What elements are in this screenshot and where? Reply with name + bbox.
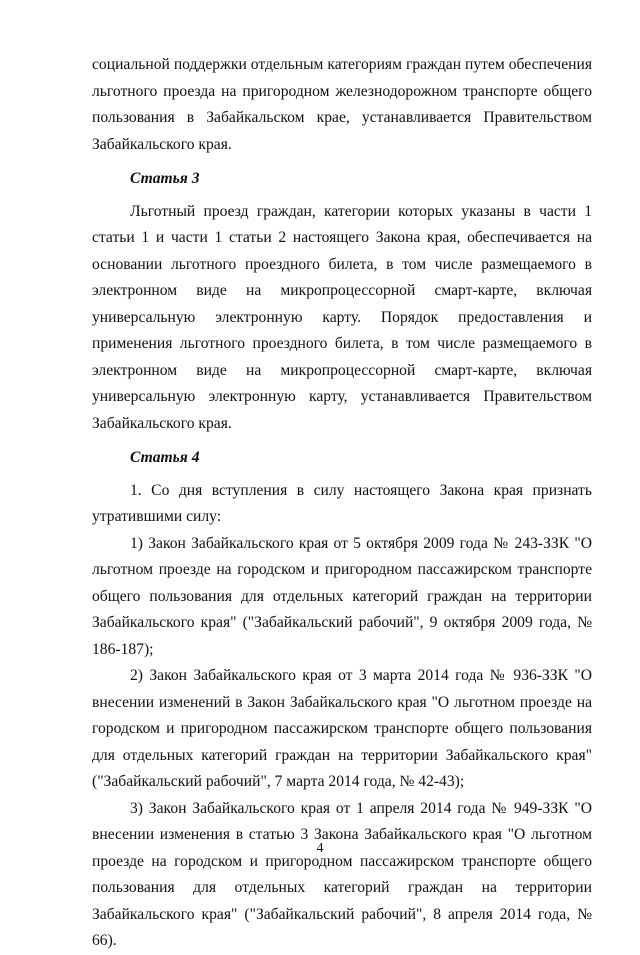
page-number: 4: [316, 841, 324, 856]
document-body: [92, 52, 592, 955]
article-4-heading: Статья 4: [130, 449, 200, 466]
article-3-heading: Статья 3: [130, 170, 200, 187]
repealed-law-item-2: 2) Закон Забайкальского края от 3 марта 2014 года № 936-ЗЗК "О внесении изменений в Закон Забайкальского края "О льготном проезде на городском и пригородном пассажирском транспорте общего пользования для отдельных категорий граждан на территории Забайкальского края" ("Забайкальский рабочий", 7 марта 2014 года, № 42-43);: [92, 667, 592, 790]
article-3-paragraph: Льготный проезд граждан, категории которых указаны в части 1 статьи 1 и части 1 статьи 2 настоящего Закона края, обеспечивается на основании льготного проездного билета, в том числе размещаемого в электронном виде на микропроцессорной смарт-карте, включая универсальную электронную карту. Порядок предоставления и применения льготного проездного билета, в том числе размещаемого в электронном виде на микропроцессорной смарт-карте, включая универсальную электронную карту, устанавливается Правительством Забайкальского края.: [92, 202, 592, 432]
repealed-law-item-1: 1) Закон Забайкальского края от 5 октября 2009 года № 243-ЗЗК "О льготном проезде на городском и пригородном пассажирском транспорте общего пользования для отдельных категорий граждан на территории Забайкальского края" ("Забайкальский рабочий", 9 октября 2009 года, № 186-187);: [92, 534, 592, 658]
repealed-law-item-3: 3) Закон Забайкальского края от 1 апреля 2014 года № 949-ЗЗК "О внесении изменения в статью 3 Закона Забайкальского края "О льготном проезде на городском и пригородном пассажирском транспорте общего пользования для отдельных категорий граждан на территории Забайкальского края" ("Забайкальский рабочий", 8 апреля 2014 года, № 66).: [92, 799, 592, 949]
article-4-intro: 1. Со дня вступления в силу настоящего Закона края признать утратившими силу:: [92, 481, 592, 525]
continuation-paragraph: социальной поддержки отдельным категориям граждан путем обеспечения льготного проезда на пригородном железнодорожном транспорте общего пользования в Забайкальском крае, устанавливается Правительством Забайкальского края.: [92, 56, 592, 153]
